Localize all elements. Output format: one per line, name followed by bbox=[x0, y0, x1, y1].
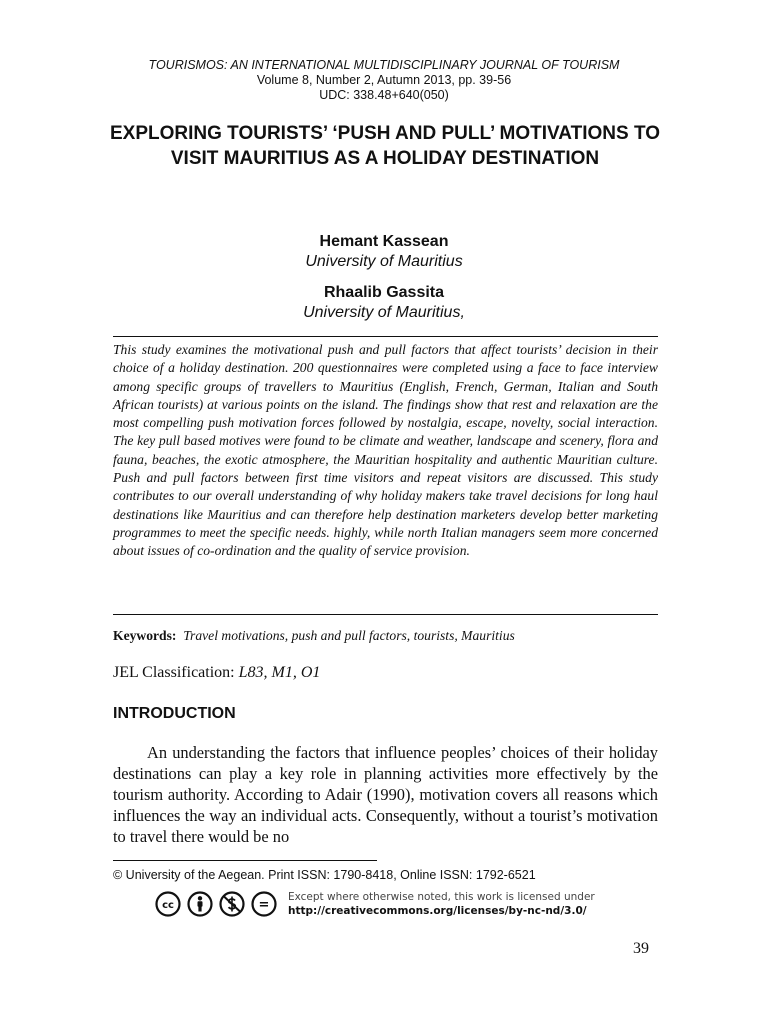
license-url-link[interactable]: http://creativecommons.org/licenses/by-nc-nd/3.0/ bbox=[288, 905, 587, 917]
cc-icon-label: cc bbox=[162, 900, 174, 911]
abstract-top-rule bbox=[113, 336, 658, 337]
abstract-bottom-rule bbox=[113, 614, 658, 615]
license-text: Except where otherwise noted, this work is licensed under bbox=[288, 891, 595, 903]
author-affiliation: University of Mauritius, bbox=[303, 304, 465, 321]
keywords bbox=[113, 628, 673, 644]
jel-classification bbox=[113, 664, 320, 682]
author-block bbox=[0, 232, 768, 272]
nc-icon bbox=[219, 891, 245, 917]
author-name: Rhaalib Gassita bbox=[323, 284, 445, 301]
intro-paragraph: An understanding the factors that influence peoples’ choices of their holiday destinations can play a key role in planning activities more effectively by the tourism authority. According to Adair (1990), motivation covers all reasons which influences the way an individual acts. Consequently, without a tourist’s motivation to travel there would be no bbox=[113, 743, 658, 846]
author-name: Hemant Kassean bbox=[319, 233, 449, 250]
keywords-label: Keywords: bbox=[113, 628, 177, 643]
journal-volume: Volume 8, Number 2, Autumn 2013, pp. 39-56 bbox=[256, 73, 512, 87]
cc-icon bbox=[155, 891, 181, 917]
nd-icon bbox=[251, 891, 277, 917]
by-icon bbox=[187, 891, 213, 917]
abstract: This study examines the motivational push and pull factors that affect tourists’ decision in their choice of a holiday destination. 200 questionnaires were completed using a face to face interview among specific groups of travellers to Mauritius (English, French, German, Italian and South African tourists) at various points on the island. The findings show that rest and relaxation are the most compelling push motivation forces followed by nostalgia, escape, novelty, social interaction. The key pull based motives were found to be climate and weather, landscape and scenery, flora and fauna, beaches, the exotic atmosphere, the Mauritian hospitality and authentic Mauritian culture. Push and pull factors between first time visitors and repeat visitors are discussed. This study contributes to our overall understanding of why holiday makers take travel decisions for long haul destinations like Mauritius and can therefore help destination marketers develop better marketing programmes to meet the specific needs. highly, while north Italian managers seem more concerned about issues of co-ordination and the quality of service provision. bbox=[113, 342, 658, 559]
author-block bbox=[0, 283, 768, 323]
keywords-value: Travel motivations, push and pull factors, tourists, Mauritius bbox=[183, 628, 515, 643]
jel-label: JEL Classification: bbox=[113, 664, 235, 681]
license-notice bbox=[288, 890, 595, 918]
author-affiliation: University of Mauritius bbox=[305, 253, 463, 270]
jel-value: L83, M1, O1 bbox=[238, 664, 321, 681]
journal-name: TOURISMOS: AN INTERNATIONAL MULTIDISCIPLINARY JOURNAL OF TOURISM bbox=[148, 58, 620, 72]
cc-license-icons bbox=[155, 891, 277, 917]
journal-header bbox=[0, 58, 768, 103]
journal-udc: UDC: 338.48+640(050) bbox=[319, 88, 449, 102]
paper-title: EXPLORING TOURISTS’ ‘PUSH AND PULL’ MOTIVATIONS TO VISIT MAURITIUS AS A HOLIDAY DESTINATION bbox=[110, 123, 660, 169]
nd-icon-label: = bbox=[258, 897, 270, 913]
footnote-rule bbox=[113, 860, 377, 861]
page-number: 39 bbox=[633, 940, 649, 957]
section-heading: INTRODUCTION bbox=[113, 705, 236, 722]
copyright-notice: © University of the Aegean. Print ISSN: 1790-8418, Online ISSN: 1792-6521 bbox=[113, 868, 536, 882]
